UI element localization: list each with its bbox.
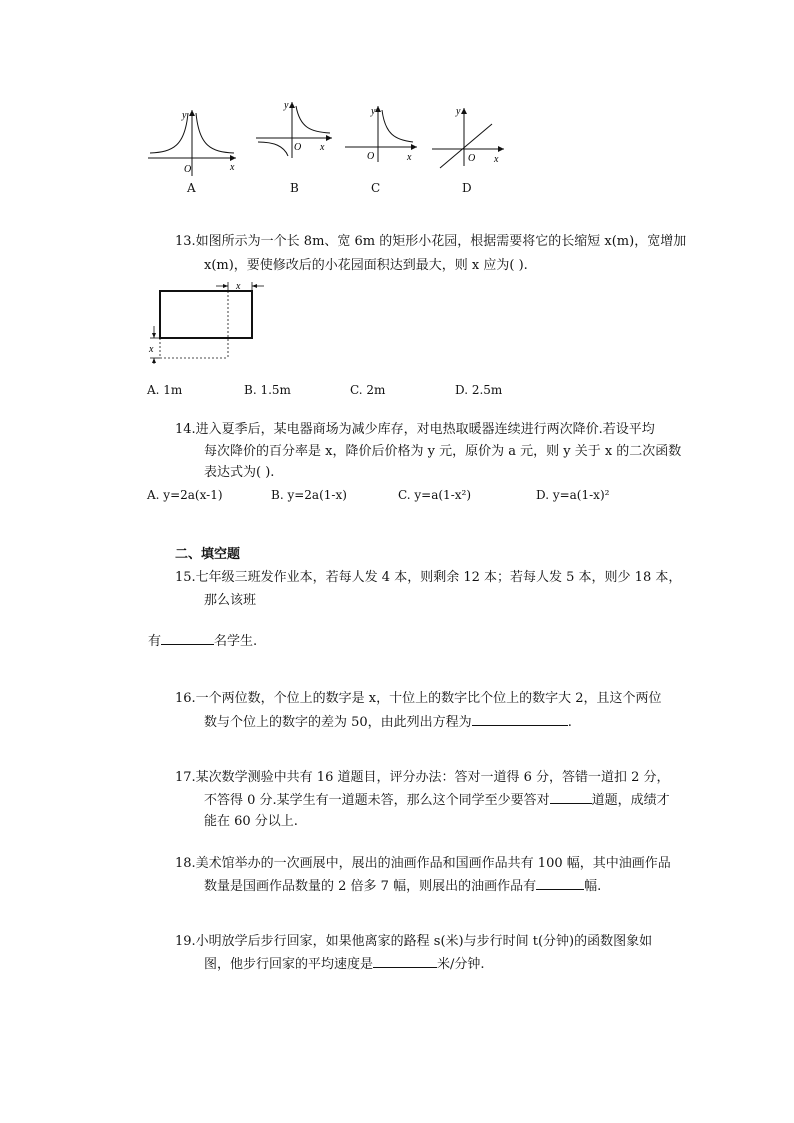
q19-suffix: 米/分钟. — [437, 957, 485, 972]
q15-line3 — [148, 630, 257, 654]
q14-line3: 表达式为( ). — [204, 465, 275, 480]
graph-d-x-label: x — [494, 154, 499, 165]
q14-option-b: B. y=2a(1-x) — [271, 488, 347, 502]
graph-a-origin-label: O — [184, 164, 192, 175]
q13-line1: 13.如图所示为一个长 8m、宽 6m 的矩形小花园，根据需要将它的长缩短 x(m)，宽增加 — [175, 234, 687, 249]
q17-suffix: 道题，成绩才 — [591, 793, 670, 808]
graph-d-origin-label: O — [468, 153, 476, 164]
q15-prefix: 有 — [148, 634, 162, 649]
q19-answer-blank[interactable] — [373, 953, 437, 968]
q17-answer-blank[interactable] — [550, 789, 592, 804]
q19-prefix: 图，他步行回家的平均速度是 — [204, 957, 374, 972]
q18-suffix: 幅. — [584, 879, 602, 894]
q18-answer-blank[interactable] — [536, 875, 584, 890]
q13-option-b: B. 1.5m — [244, 383, 291, 397]
q15-suffix: 名学生. — [214, 634, 258, 649]
q17-line1: 17.某次数学测验中共有 16 道题目，评分办法：答对一道得 6 分，答错一道扣 2 分， — [175, 770, 670, 785]
graph-c-x-label: x — [407, 152, 412, 163]
fig-x-left-label: x — [149, 344, 154, 355]
graph-a-x-label: x — [230, 162, 235, 173]
section-heading-fill-in: 二、填空题 — [175, 547, 241, 562]
q15-answer-blank[interactable] — [161, 630, 214, 645]
graph-b-x-label: x — [320, 142, 325, 153]
q16-line1: 16.一个两位数，个位上的数字是 x，十位上的数字比个位上的数字大 2，且这个两位 — [175, 691, 662, 706]
q14-option-c: C. y=a(1-x²) — [398, 488, 472, 502]
q16-line2 — [204, 711, 572, 735]
q18-line2 — [204, 875, 601, 899]
q13-option-a: A. 1m — [147, 383, 183, 397]
graph-a-label: A — [187, 181, 196, 195]
q14-option-d: D. y=a(1-x)² — [536, 488, 610, 502]
garden-figure — [148, 280, 268, 362]
graph-a — [148, 108, 238, 178]
q16-suffix: . — [567, 715, 572, 730]
graph-c-origin-label: O — [367, 151, 375, 162]
graph-b-origin-label: O — [294, 142, 302, 153]
graph-b-y-label: y — [284, 100, 289, 111]
fig-x-top-label: x — [236, 281, 241, 292]
q14-option-a: A. y=2a(x-1) — [147, 488, 223, 502]
q18-prefix: 数量是国画作品数量的 2 倍多 7 幅，则展出的油画作品有 — [204, 879, 537, 894]
q19-line2 — [204, 953, 485, 977]
q15-line1: 15.七年级三班发作业本，若每人发 4 本，则剩余 12 本；若每人发 5 本，则少 18 本， — [175, 570, 682, 585]
graph-c-y-label: y — [371, 106, 376, 117]
q13-line2: x(m)，要使修改后的小花园面积达到最大，则 x 应为( ). — [204, 258, 528, 273]
q15-line2: 那么该班 — [204, 593, 257, 608]
graph-c — [345, 104, 420, 164]
q16-prefix: 数与个位上的数字的差为 50，由此列出方程为 — [204, 715, 472, 730]
q13-option-c: C. 2m — [350, 383, 386, 397]
graph-b-label: B — [290, 181, 299, 195]
q16-answer-blank[interactable] — [472, 711, 568, 726]
graph-c-label: C — [371, 181, 381, 195]
q18-line1: 18.美术馆举办的一次画展中，展出的油画作品和国画作品共有 100 幅，其中油画作品 — [175, 856, 671, 871]
q14-line2: 每次降价的百分率是 x，降价后价格为 y 元，原价为 a 元，则 y 关于 x 的二次函数 — [204, 444, 682, 459]
graph-d-y-label: y — [456, 106, 461, 117]
graph-b — [256, 100, 336, 160]
q17-prefix: 不答得 0 分.某学生有一道题未答，那么这个同学至少要答对 — [204, 793, 550, 808]
graph-a-y-label: y — [182, 110, 187, 121]
q17-line3: 能在 60 分以上. — [204, 814, 298, 829]
q13-option-d: D. 2.5m — [455, 383, 503, 397]
graph-d — [432, 106, 507, 168]
q19-line1: 19.小明放学后步行回家，如果他离家的路程 s(米)与步行时间 t(分钟)的函数图象如 — [175, 934, 653, 949]
graph-d-label: D — [462, 181, 472, 195]
q14-line1: 14.进入夏季后，某电器商场为减少库存，对电热取暖器连续进行两次降价.若设平均 — [175, 422, 655, 437]
